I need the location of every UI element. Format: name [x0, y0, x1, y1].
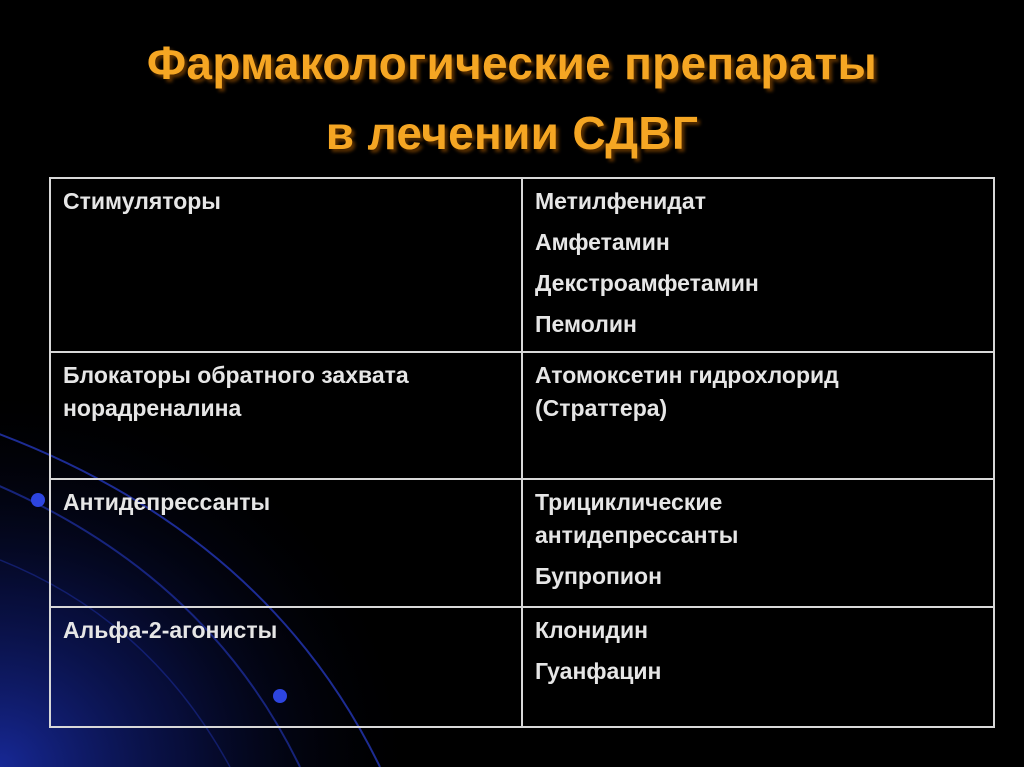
category-cell	[50, 479, 522, 607]
drug-table	[49, 177, 995, 728]
category-cell	[50, 178, 522, 352]
drugs-cell	[522, 479, 994, 607]
drugs-cell	[522, 352, 994, 479]
category-text: Альфа-2-агонисты	[63, 617, 278, 643]
table-row	[50, 607, 994, 727]
drugs-cell	[522, 178, 994, 352]
drug-text: Метилфенидат	[535, 188, 706, 214]
drug-text: Декстроамфетамин	[535, 270, 759, 296]
table-row	[50, 352, 994, 479]
category-text: Блокаторы обратного захвата	[63, 362, 409, 388]
category-text: Стимуляторы	[63, 188, 221, 214]
drug-text: Атомоксетин гидрохлорид	[535, 362, 839, 388]
table-row	[50, 479, 994, 607]
drug-text: антидепрессанты	[535, 522, 739, 548]
drug-text: Пемолин	[535, 311, 637, 337]
table-row	[50, 178, 994, 352]
orb-dot-1	[31, 493, 45, 507]
category-cell	[50, 607, 522, 727]
category-text: норадреналина	[63, 395, 242, 421]
category-cell	[50, 352, 522, 479]
drug-text: (Страттера)	[535, 395, 668, 421]
category-text: Антидепрессанты	[63, 489, 271, 515]
drugs-cell	[522, 607, 994, 727]
drug-text: Амфетамин	[535, 229, 670, 255]
drug-text: Бупропион	[535, 563, 662, 589]
slide-title-line-1: Фармакологические препараты	[146, 37, 878, 89]
drug-text: Трициклические	[535, 489, 723, 515]
drug-text: Клонидин	[535, 617, 649, 643]
drug-text: Гуанфацин	[535, 658, 662, 684]
slide-title-line-2: в лечении СДВГ	[325, 107, 699, 159]
